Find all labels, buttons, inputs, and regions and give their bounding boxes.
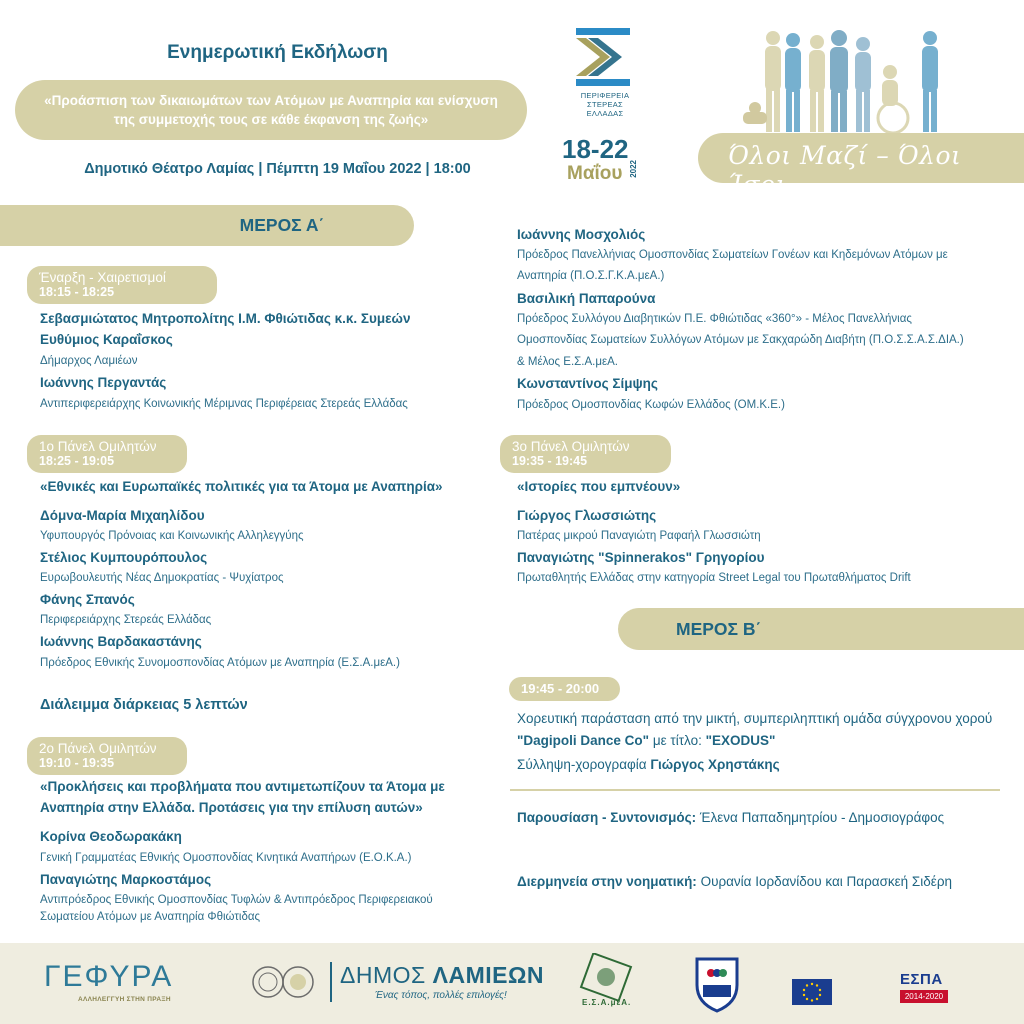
subject-line-2: της συμμετοχής τους σε κάθε έκφανση της ζωής» bbox=[113, 112, 429, 127]
speaker-role: Δήμαρχος Λαμιέων bbox=[40, 355, 138, 367]
paralympic-shield-icon bbox=[693, 955, 741, 1013]
part-b-line-2: "Dagipoli Dance Co" με τίτλο: "EXODUS" bbox=[517, 733, 776, 748]
speaker-role: Πρόεδρος Ομοσπονδίας Κωφών Ελλάδος (ΟΜ.Κ.Ε.) bbox=[517, 399, 785, 411]
slogan-banner: Όλοι Μαζί – Όλοι Ίσοι bbox=[698, 133, 1024, 183]
speaker-name: Γιώργος Γλωσσιώτης bbox=[517, 508, 657, 523]
speaker-role: Υφυπουργός Πρόνοιας και Κοινωνικής Αλληλεγγύης bbox=[40, 530, 304, 542]
footer-separator bbox=[330, 962, 332, 1002]
speaker-name: Στέλιος Κυμπουρόπουλος bbox=[40, 550, 208, 565]
municipality-crest-icon bbox=[250, 962, 320, 1002]
gefyra-logo: ΓΕΦΥΡΑ bbox=[44, 960, 174, 993]
speaker-role: Πρόεδρος Πανελλήνιας Ομοσπονδίας Σωματείων Γονέων και Κηδεμόνων Ατόμων με bbox=[517, 249, 948, 261]
dimos-tagline: Ένας τόπος, πολλές επιλογές! bbox=[375, 990, 507, 1001]
eu-flag-icon bbox=[792, 979, 832, 1005]
break-notice: Διάλειμμα διάρκειας 5 λεπτών bbox=[40, 697, 248, 713]
esamea-logo-text: Ε.Σ.Α.μεΑ. bbox=[582, 998, 632, 1007]
dimos-lamieon-logo: ΔΗΜΟΣ ΛΑΜΙΕΩΝ bbox=[340, 962, 545, 988]
part-a-header: ΜΕΡΟΣ Α΄ bbox=[0, 205, 414, 246]
opening-tag: Έναρξη - Χαιρετισμοί 18:15 - 18:25 bbox=[27, 266, 217, 304]
speaker-name: Κορίνα Θεοδωρακάκη bbox=[40, 829, 182, 844]
part-b-line-3: Σύλληψη-χορογραφία Γιώργος Χρηστάκης bbox=[517, 757, 780, 772]
event-year: 2022 bbox=[629, 160, 638, 178]
speaker-name: Σεβασμιώτατος Μητροπολίτης Ι.Μ. Φθιώτιδας κ.κ. Συμεών bbox=[40, 311, 411, 326]
speaker-name: Παναγιώτης Μαρκοστάμος bbox=[40, 872, 212, 887]
speaker-role: Αντιπεριφερειάρχης Κοινωνικής Μέριμνας Περιφέρειας Στερεάς Ελλάδας bbox=[40, 398, 408, 410]
speaker-role: & Μέλος Ε.Σ.Α.μεΑ. bbox=[517, 356, 618, 368]
panel-2-topic-line-2: Αναπηρία στην Ελλάδα. Προτάσεις για την επίλυση αυτών» bbox=[40, 800, 423, 815]
divider bbox=[510, 789, 1000, 791]
part-b-header: ΜΕΡΟΣ Β΄ bbox=[618, 608, 1024, 650]
speaker-role: Πατέρας μικρού Παναγιώτη Ραφαήλ Γλωσσιώτη bbox=[517, 530, 761, 542]
event-dates: 18-22 bbox=[562, 134, 629, 164]
panel-3-topic: «Ιστορίες που εμπνέουν» bbox=[517, 479, 681, 494]
speaker-role: Γενική Γραμματέας Εθνικής Ομοσπονδίας Κινητικά Αναπήρων (Ε.Ο.Κ.Α.) bbox=[40, 852, 412, 864]
panel-2-topic-line-1: «Προκλήσεις και προβλήματα που αντιμετωπίζουν τα Άτομα με bbox=[40, 779, 445, 794]
subject-line-1: «Προάσπιση των δικαιωμάτων των Ατόμων με Αναπηρία και ενίσχυση bbox=[44, 93, 498, 108]
interpreter-line: Διερμηνεία στην νοηματική: Ουρανία Ιορδανίδου και Παρασκεή Σιδέρη bbox=[517, 874, 953, 889]
espa-logo: ΕΣΠΑ bbox=[900, 971, 943, 988]
speaker-name: Παναγιώτης "Spinnerakos" Γρηγορίου bbox=[517, 550, 765, 565]
speaker-role: Αντιπρόεδρος Εθνικής Ομοσπονδίας Τυφλών & Αντιπρόεδρος Περιφερειακού bbox=[40, 894, 433, 906]
speaker-role: Αναπηρία (Π.Ο.Σ.Γ.Κ.Α.μεΑ.) bbox=[517, 270, 665, 282]
espa-years: 2014-2020 bbox=[900, 990, 948, 1003]
event-venue: Δημοτικό Θέατρο Λαμίας | Πέμπτη 19 Μαΐου 2022 | 18:00 bbox=[84, 161, 471, 177]
speaker-name: Κωνσταντίνος Σίμψης bbox=[517, 376, 658, 391]
speaker-name: Δόμνα-Μαρία Μιχαηλίδου bbox=[40, 508, 205, 523]
presenter-line: Παρουσίαση - Συντονισμός: Έλενα Παπαδημητρίου - Δημοσιογράφος bbox=[517, 810, 945, 825]
panel-3-tag: 3ο Πάνελ Ομιλητών 19:35 - 19:45 bbox=[500, 435, 671, 473]
people-illustration-icon bbox=[735, 26, 955, 136]
speaker-name: Ιωάννης Βαρδακαστάνης bbox=[40, 634, 202, 649]
event-month: Μαΐου bbox=[567, 163, 623, 184]
speaker-name: Ιωάννης Περγαντάς bbox=[40, 375, 167, 390]
part-b-time-tag: 19:45 - 20:00 bbox=[509, 677, 620, 701]
speaker-name: Φάνης Σπανός bbox=[40, 592, 135, 607]
speaker-role: Ομοσπονδίας Σωματείων Συλλόγων Ατόμων με Σακχαρώδη Διαβήτη (Π.Ο.Σ.Σ.Α.Σ.ΔΙΑ.) bbox=[517, 334, 964, 346]
event-subject bbox=[15, 80, 527, 140]
speaker-name: Ιωάννης Μοσχολιός bbox=[517, 227, 646, 242]
speaker-name: Ευθύμιος Καραΐσκος bbox=[40, 332, 173, 347]
part-b-line-1: Χορευτική παράσταση από την μικτή, συμπεριληπτική ομάδα σύγχρονου χορού bbox=[517, 711, 993, 726]
speaker-role: Περιφερειάρχης Στερεάς Ελλάδας bbox=[40, 614, 212, 626]
speaker-role: Ευρωβουλευτής Νέας Δημοκρατίας - Ψυχίατρος bbox=[40, 572, 284, 584]
event-title: Ενημερωτική Εκδήλωση bbox=[167, 42, 388, 63]
speaker-role: Πρόεδρος Εθνικής Συνομοσπονδίας Ατόμων με Αναπηρία (Ε.Σ.Α.μεΑ.) bbox=[40, 657, 400, 669]
region-sigma-logo-icon bbox=[572, 26, 634, 88]
speaker-role: Σωματείου Ατόμων με Αναπηρία Φθιώτιδας bbox=[40, 911, 261, 923]
panel-1-topic: «Εθνικές και Ευρωπαϊκές πολιτικές για τα Άτομα με Αναπηρία» bbox=[40, 479, 443, 494]
region-logo-text: ΠΕΡΙΦΕΡΕΙΑ ΣΤΕΡΕΑΣ ΕΛΛΑΔΑΣ bbox=[580, 91, 630, 118]
panel-1-tag: 1ο Πάνελ Ομιλητών 18:25 - 19:05 bbox=[27, 435, 187, 473]
speaker-role: Πρωταθλητής Ελλάδας στην κατηγορία Street Legal του Πρωταθλήματος Drift bbox=[517, 572, 911, 584]
panel-2-tag: 2ο Πάνελ Ομιλητών 19:10 - 19:35 bbox=[27, 737, 187, 775]
speaker-role: Πρόεδρος Συλλόγου Διαβητικών Π.Ε. Φθιώτιδας «360°» - Μέλος Πανελλήνιας bbox=[517, 313, 912, 325]
speaker-name: Βασιλική Παπαρούνα bbox=[517, 291, 656, 306]
gefyra-tagline: ΑΛΛΗΛΕΓΓΥΗ ΣΤΗΝ ΠΡΑΞΗ bbox=[78, 996, 171, 1003]
